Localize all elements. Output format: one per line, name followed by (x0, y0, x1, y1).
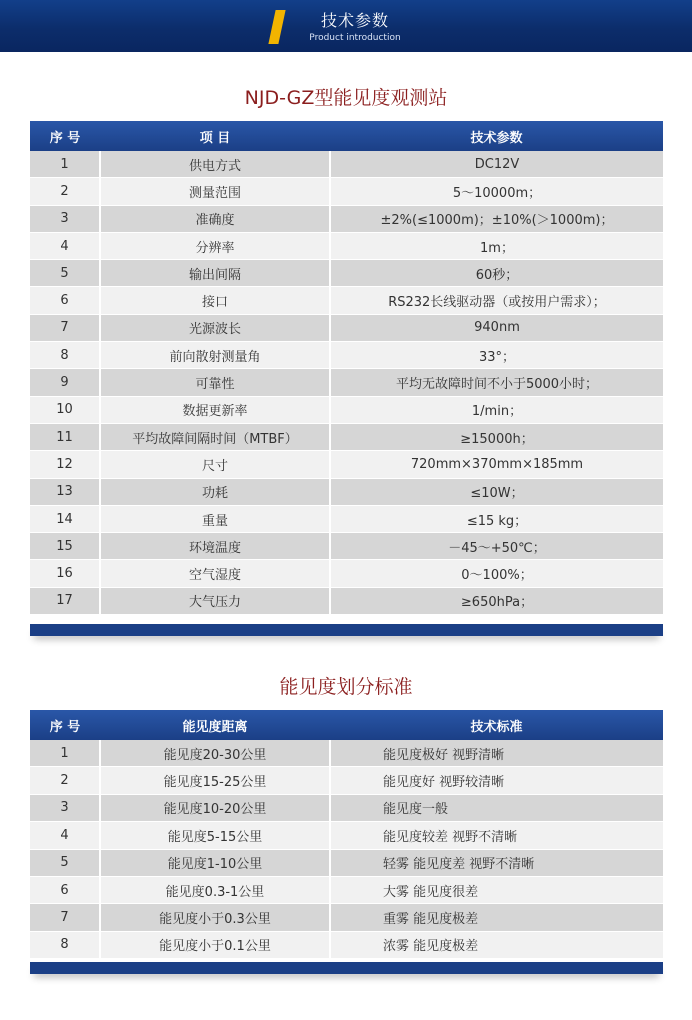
row-item: 供电方式 (100, 151, 330, 178)
row-index: 4 (30, 822, 100, 849)
table-row (30, 767, 663, 794)
table-row (30, 178, 663, 205)
row-value: ≥650hPa； (330, 587, 663, 614)
row-value: ±2%(≤1000m)；±10%(＞1000m)； (330, 205, 663, 232)
row-index: 1 (30, 740, 100, 767)
row-index: 13 (30, 478, 100, 505)
row-value: ≤15 kg； (330, 505, 663, 532)
table-row (30, 205, 663, 232)
row-index: 7 (30, 314, 100, 341)
row-item: 可靠性 (100, 369, 330, 396)
banner-accent-stripe (268, 10, 285, 44)
row-distance: 能见度小于0.1公里 (100, 931, 330, 958)
table-row (30, 451, 663, 478)
table-row (30, 740, 663, 767)
row-index: 8 (30, 342, 100, 369)
table-row (30, 876, 663, 903)
table-row (30, 505, 663, 532)
header-index: 序 号 (30, 710, 100, 740)
row-item: 分辨率 (100, 232, 330, 259)
row-value: 720mm×370mm×185mm (330, 451, 663, 478)
row-item: 环境温度 (100, 533, 330, 560)
row-index: 9 (30, 369, 100, 396)
spec-table (30, 121, 663, 615)
header-index: 序 号 (30, 121, 100, 151)
row-index: 3 (30, 794, 100, 821)
row-distance: 能见度0.3-1公里 (100, 876, 330, 903)
row-value: －45～+50℃； (330, 533, 663, 560)
table-row (30, 342, 663, 369)
row-index: 14 (30, 505, 100, 532)
row-item: 光源波长 (100, 314, 330, 341)
row-standard: 能见度极好 视野清晰 (330, 740, 663, 767)
table-row (30, 151, 663, 178)
row-index: 1 (30, 151, 100, 178)
row-distance: 能见度10-20公里 (100, 794, 330, 821)
header-banner (0, 0, 692, 52)
row-value: DC12V (330, 151, 663, 178)
row-value: 5～10000m； (330, 178, 663, 205)
header-item: 项 目 (100, 121, 330, 151)
table-row (30, 822, 663, 849)
table-header-row (30, 710, 663, 740)
row-value: 33°； (330, 342, 663, 369)
visibility-table (30, 710, 663, 959)
table-header-row (30, 121, 663, 151)
row-value: 0～100%； (330, 560, 663, 587)
row-item: 平均故障间隔时间（MTBF） (100, 423, 330, 450)
row-item: 前向散射测量角 (100, 342, 330, 369)
row-item: 接口 (100, 287, 330, 314)
table-footer-bar (30, 962, 663, 974)
table-row (30, 287, 663, 314)
row-value: RS232长线驱动器（或按用户需求）； (330, 287, 663, 314)
row-index: 6 (30, 876, 100, 903)
row-distance: 能见度5-15公里 (100, 822, 330, 849)
table-row (30, 369, 663, 396)
row-index: 17 (30, 587, 100, 614)
table-row (30, 560, 663, 587)
row-standard: 能见度一般 (330, 794, 663, 821)
table-footer-bar (30, 624, 663, 636)
row-index: 7 (30, 904, 100, 931)
row-value: 60秒； (330, 260, 663, 287)
table-row (30, 587, 663, 614)
table-row (30, 849, 663, 876)
row-item: 输出间隔 (100, 260, 330, 287)
row-index: 2 (30, 767, 100, 794)
row-value: 940nm (330, 314, 663, 341)
row-value: ≤10W； (330, 478, 663, 505)
row-distance: 能见度小于0.3公里 (100, 904, 330, 931)
table-row (30, 232, 663, 259)
row-value: 平均无故障时间不小于5000小时； (330, 369, 663, 396)
row-item: 测量范围 (100, 178, 330, 205)
table-row (30, 931, 663, 958)
row-distance: 能见度1-10公里 (100, 849, 330, 876)
row-standard: 浓雾 能见度极差 (330, 931, 663, 958)
row-index: 5 (30, 260, 100, 287)
row-index: 4 (30, 232, 100, 259)
header-distance: 能见度距离 (100, 710, 330, 740)
table-row (30, 314, 663, 341)
table-row (30, 260, 663, 287)
row-standard: 大雾 能见度很差 (330, 876, 663, 903)
row-item: 重量 (100, 505, 330, 532)
row-value: 1m； (330, 232, 663, 259)
row-item: 数据更新率 (100, 396, 330, 423)
row-standard: 重雾 能见度极差 (330, 904, 663, 931)
row-item: 尺寸 (100, 451, 330, 478)
row-index: 5 (30, 849, 100, 876)
header-standard: 技术标准 (330, 710, 663, 740)
row-value: 1/min； (330, 396, 663, 423)
spec-table-title: NJD-GZ型能见度观测站 (244, 87, 448, 109)
row-index: 8 (30, 931, 100, 958)
visibility-table-title: 能见度划分标准 (279, 676, 413, 698)
row-item: 功耗 (100, 478, 330, 505)
row-index: 2 (30, 178, 100, 205)
row-standard: 能见度好 视野较清晰 (330, 767, 663, 794)
table-row (30, 904, 663, 931)
row-distance: 能见度15-25公里 (100, 767, 330, 794)
header-spec: 技术参数 (330, 121, 663, 151)
row-distance: 能见度20-30公里 (100, 740, 330, 767)
table-row (30, 423, 663, 450)
row-index: 16 (30, 560, 100, 587)
row-standard: 能见度较差 视野不清晰 (330, 822, 663, 849)
row-value: ≥15000h； (330, 423, 663, 450)
row-index: 11 (30, 423, 100, 450)
table-row (30, 533, 663, 560)
table-row (30, 794, 663, 821)
table-row (30, 478, 663, 505)
row-index: 3 (30, 205, 100, 232)
row-item: 空气湿度 (100, 560, 330, 587)
row-index: 6 (30, 287, 100, 314)
row-item: 大气压力 (100, 587, 330, 614)
banner-title: 技术参数 (320, 11, 389, 30)
banner-subtitle: Product introduction (309, 33, 401, 43)
row-index: 12 (30, 451, 100, 478)
row-item: 准确度 (100, 205, 330, 232)
table-row (30, 396, 663, 423)
row-index: 15 (30, 533, 100, 560)
row-standard: 轻雾 能见度差 视野不清晰 (330, 849, 663, 876)
row-index: 10 (30, 396, 100, 423)
